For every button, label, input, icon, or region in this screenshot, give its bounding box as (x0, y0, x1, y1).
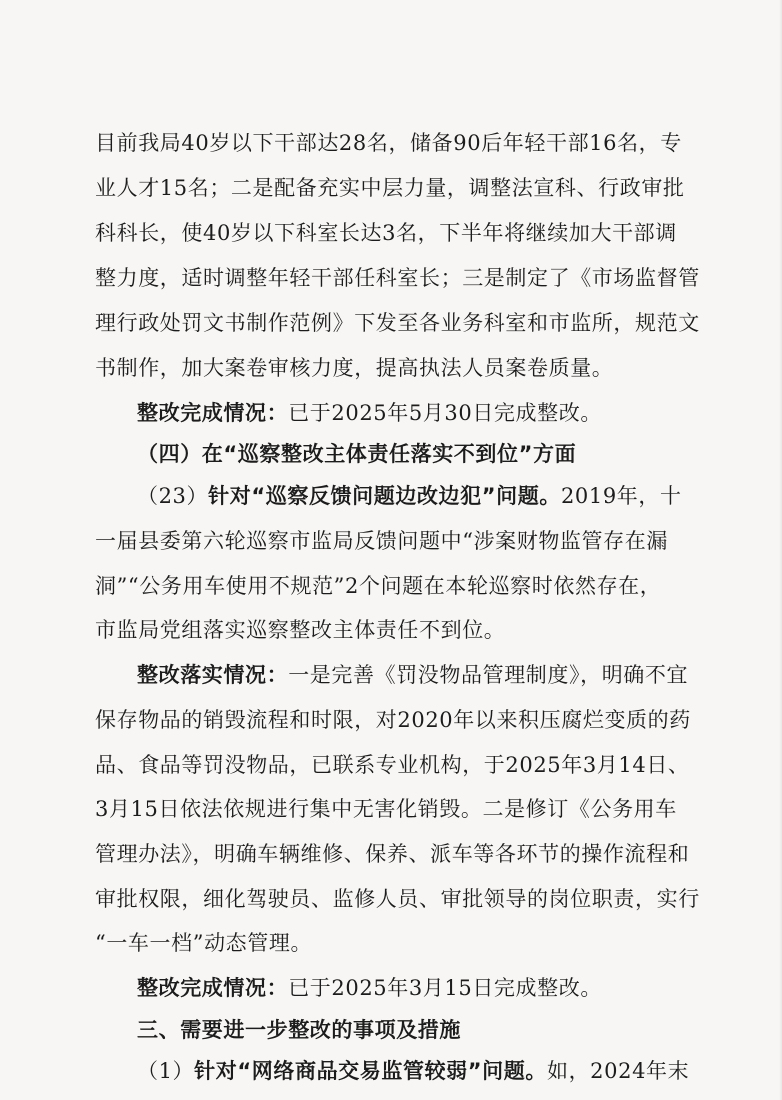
item-text: 2019年，十 (560, 484, 682, 508)
paragraph-line: 审批权限，细化驾驶员、监修人员、审批领导的岗位职责，实行 (95, 887, 700, 911)
completion-status (137, 398, 737, 428)
paragraph-line: 保存物品的销毁流程和时限，对2020年以来积压腐烂变质的药 (95, 708, 691, 732)
paragraph-line: “一车一档”动态管理。 (95, 931, 313, 955)
implementation-text: 一是完善《罚没物品管理制度》，明确不宜 (288, 663, 689, 687)
paragraph-line: 书制作，加大案卷审核力度，提高执法人员案卷质量。 (95, 356, 614, 380)
item-lead: 针对“网络商品交易监管较弱”问题。 (194, 1059, 547, 1083)
completion-text: 已于2025年3月15日完成整改。 (288, 976, 602, 1000)
paragraph-line: 品、食品等罚没物品，已联系专业机构，于2025年3月14日、 (95, 753, 690, 777)
paragraph-line: 目前我局40岁以下干部达28名，储备90后年轻干部16名，专 (95, 131, 682, 155)
implementation-first-line (137, 660, 737, 690)
paragraph-line: 整力度，适时调整年轻干部任科室长；三是制定了《市场监督管 (95, 266, 700, 290)
item-number: （23） (137, 484, 209, 508)
paragraph-line: 管理办法》，明确车辆维修、保养、派车等各环节的操作流程和 (95, 842, 690, 866)
paragraph-line: 市监局党组落实巡察整改主体责任不到位。 (95, 618, 506, 642)
completion-text: 已于2025年5月30日完成整改。 (288, 401, 602, 425)
paragraph-line: 业人才15名；二是配备充实中层力量，调整法宣科、行政审批 (95, 176, 685, 200)
implementation-label: 整改落实情况： (137, 663, 289, 687)
paragraph-line: 一届县委第六轮巡察市监局反馈问题中“涉案财物监管存在漏 (95, 529, 668, 553)
completion-status (137, 973, 737, 1003)
item-23-first-line (137, 481, 737, 511)
completion-label: 整改完成情况： (137, 976, 289, 1000)
paragraph-line: 3月15日依法依规进行集中无害化销毁。二是修订《公务用车 (95, 797, 677, 821)
section-heading: 三、需要进一步整改的事项及措施 (137, 1018, 461, 1042)
paragraph-line: 洞”“公务用车使用不规范”2个问题在本轮巡察时依然存在， (95, 574, 662, 598)
section-heading: （四）在“巡察整改主体责任落实不到位”方面 (137, 442, 577, 466)
completion-label: 整改完成情况： (137, 401, 289, 425)
item-text: 如，2024年末 (546, 1059, 690, 1083)
item-number: （1） (137, 1059, 195, 1083)
paragraph-line: 科科长，使40岁以下科室长达3名，下半年将继续加大干部调 (95, 221, 677, 245)
item-1-first-line (137, 1056, 737, 1086)
item-lead: 针对“巡察反馈问题边改边犯”问题。 (208, 484, 561, 508)
paragraph-line: 理行政处罚文书制作范例》下发至各业务科室和市监所，规范文 (95, 311, 700, 335)
